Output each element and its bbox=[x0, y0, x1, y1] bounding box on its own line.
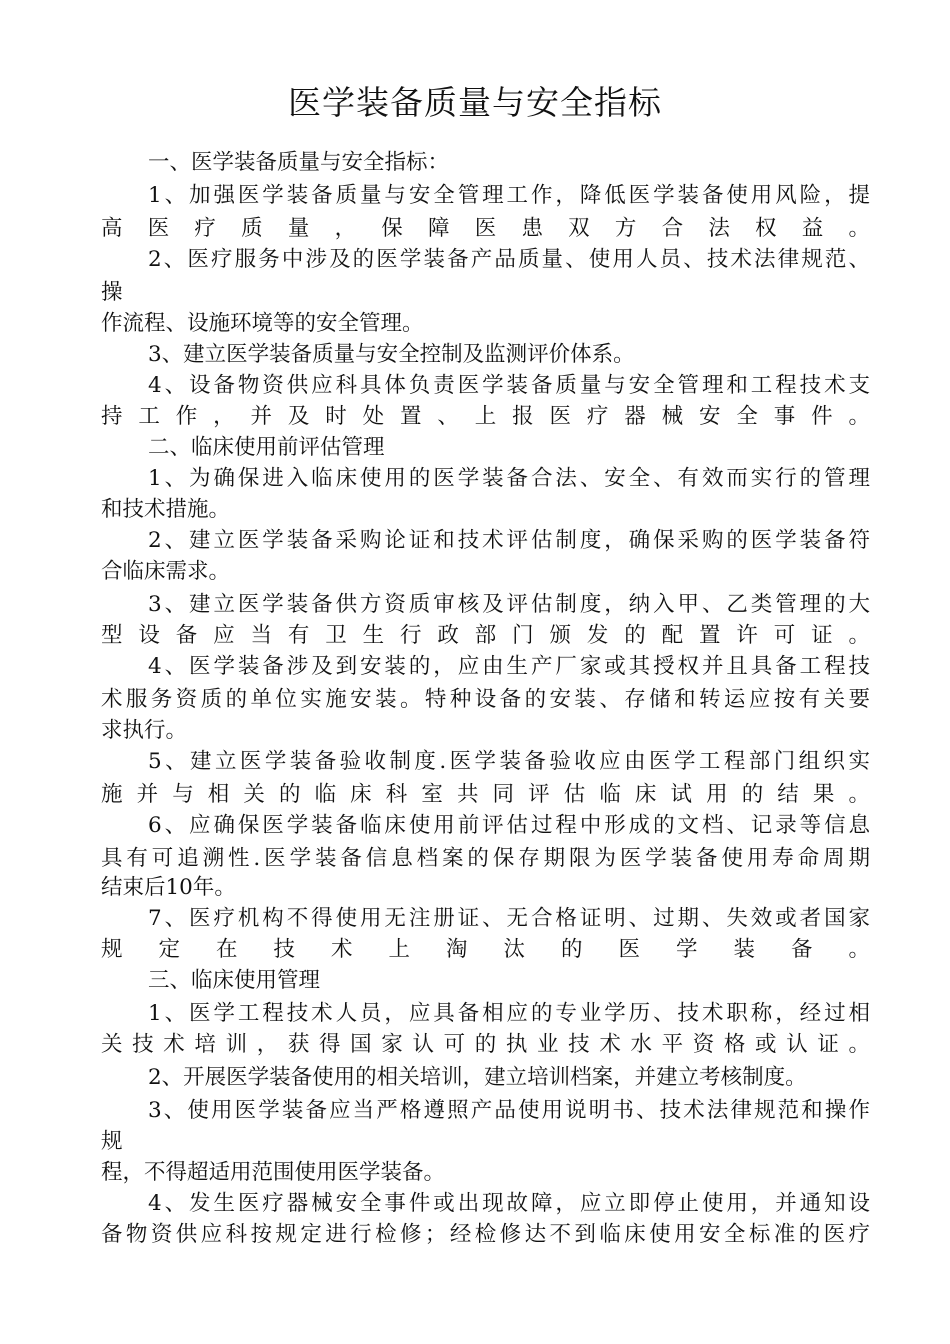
body-line: 4、设备物资供应科具体负责医学装备质量与安全管理和工程技术支 bbox=[148, 373, 870, 398]
body-line: 术服务资质的单位实施安装。特种设备的安装、存储和转运应按有关要 bbox=[101, 687, 870, 712]
body-line: 三、临床使用管理 bbox=[148, 968, 321, 993]
body-line: 6、应确保医学装备临床使用前评估过程中形成的文档、记录等信息 bbox=[148, 813, 870, 838]
body-line: 二、临床使用前评估管理 bbox=[148, 435, 385, 460]
body-line: 1、为确保进入临床使用的医学装备合法、安全、有效而实行的管理 bbox=[148, 466, 870, 491]
body-line: 高医疗质量，保障医患双方合法权益。 bbox=[101, 216, 870, 241]
body-line: 3、建立医学装备供方资质审核及评估制度，纳入甲、乙类管理的大 bbox=[148, 592, 870, 617]
body-line: 1、医学工程技术人员，应具备相应的专业学历、技术职称，经过相 bbox=[148, 1001, 870, 1026]
body-line: 型设备应当有卫生行政部门颁发的配置许可证。 bbox=[101, 623, 870, 648]
body-line: 3、使用医学装备应当严格遵照产品使用说明书、技术法律规范和操作 bbox=[148, 1098, 870, 1123]
body-line: 一、医学装备质量与安全指标： bbox=[148, 150, 450, 175]
body-line: 规定在技术上淘汰的医学装备。 bbox=[101, 937, 870, 962]
body-line: 5、建立医学装备验收制度.医学装备验收应由医学工程部门组织实 bbox=[148, 749, 870, 774]
body-line: 求执行。 bbox=[101, 718, 188, 743]
body-line: 合临床需求。 bbox=[101, 559, 231, 584]
body-line: 具有可追溯性.医学装备信息档案的保存期限为医学装备使用寿命周期 bbox=[101, 846, 870, 871]
body-line: 结束后10年。 bbox=[101, 875, 236, 900]
body-line: 施并与相关的临床科室共同评估临床试用的结果。 bbox=[101, 782, 870, 807]
body-line: 作流程、设施环境等的安全管理。 bbox=[101, 311, 424, 336]
body-line: 2、医疗服务中涉及的医学装备产品质量、使用人员、技术法律规范、 bbox=[148, 247, 870, 272]
body-line: 规 bbox=[101, 1129, 123, 1154]
body-line: 1、加强医学装备质量与安全管理工作，降低医学装备使用风险，提 bbox=[148, 183, 870, 208]
body-line: 7、医疗机构不得使用无注册证、无合格证明、过期、失效或者国家 bbox=[148, 906, 870, 931]
body-line: 4、发生医疗器械安全事件或出现故障，应立即停止使用，并通知设 bbox=[148, 1191, 870, 1216]
body-line: 关技术培训，获得国家认可的执业技术水平资格或认证。 bbox=[101, 1032, 870, 1057]
body-line: 和技术措施。 bbox=[101, 497, 231, 522]
body-line: 4、医学装备涉及到安装的，应由生产厂家或其授权并且具备工程技 bbox=[148, 654, 870, 679]
body-line: 操 bbox=[101, 280, 123, 305]
body-line: 备物资供应科按规定进行检修；经检修达不到临床使用安全标准的医疗 bbox=[101, 1222, 870, 1247]
body-line: 3、建立医学装备质量与安全控制及监测评价体系。 bbox=[148, 342, 635, 367]
body-line: 2、开展医学装备使用的相关培训，建立培训档案，并建立考核制度。 bbox=[148, 1065, 807, 1090]
document-title: 医学装备质量与安全指标 bbox=[288, 83, 662, 122]
body-line: 2、建立医学装备采购论证和技术评估制度，确保采购的医学装备符 bbox=[148, 528, 870, 553]
body-line: 程，不得超适用范围使用医学装备。 bbox=[101, 1160, 446, 1185]
body-line: 持工作，并及时处置、上报医疗器械安全事件。 bbox=[101, 404, 870, 429]
